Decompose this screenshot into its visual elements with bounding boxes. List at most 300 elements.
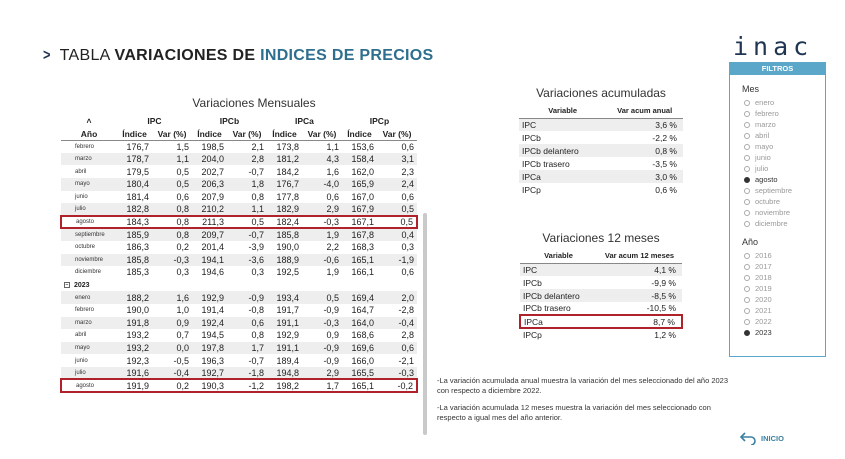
value-cell: 0,3	[401, 242, 414, 253]
year-option[interactable]	[744, 305, 825, 316]
table-row[interactable]	[61, 354, 417, 367]
col-var-ipca[interactable]: Var (%)	[302, 128, 342, 141]
table-row[interactable]	[519, 144, 683, 157]
monthly-caption: Variaciones Mensuales	[192, 96, 316, 110]
value-cell: -0,3	[377, 367, 417, 380]
month-cell: febrero	[75, 307, 95, 314]
month-cell: septiembre	[61, 228, 117, 241]
value-cell: 4,1 %	[597, 263, 682, 276]
value-cell: 158,4	[342, 153, 377, 166]
value-cell: 0,6	[401, 267, 414, 278]
value-cell: -0,7	[227, 228, 267, 241]
year-option[interactable]	[744, 272, 825, 283]
col-variable[interactable]: Variable	[520, 249, 597, 263]
table-row[interactable]	[520, 302, 682, 315]
back-arrow-icon	[740, 431, 757, 445]
value-cell: 2,8	[401, 330, 414, 341]
table-row[interactable]	[519, 157, 683, 170]
value-cell: 188,2	[117, 291, 152, 304]
value-cell: 1,6	[326, 166, 339, 177]
value-cell: 3,1	[377, 153, 417, 166]
month-option[interactable]	[744, 163, 825, 174]
value-cell: 176,7	[267, 178, 302, 191]
radio-icon[interactable]	[744, 221, 750, 227]
filters-header: FILTROS	[730, 63, 825, 75]
group-ipc: IPC	[147, 116, 162, 127]
value-cell: 0,6	[176, 191, 189, 202]
value-cell: 192,4	[192, 317, 227, 330]
value-cell: 193,4	[267, 291, 302, 304]
month-option[interactable]	[744, 152, 825, 163]
month-option-label: diciembre	[755, 219, 788, 228]
table-row[interactable]	[61, 228, 417, 241]
note-annual: -La variación acumulada anual muestra la variación del mes seleccionado del año 2023 con respecto a diciembre 2022.	[437, 376, 729, 395]
month-option-label: enero	[755, 98, 775, 107]
value-cell: 0,8	[152, 203, 192, 216]
home-button[interactable]	[740, 431, 784, 445]
twelve-month-caption: Variaciones 12 meses	[542, 231, 660, 245]
value-cell: -0,5	[173, 355, 189, 366]
value-cell: 179,5	[126, 166, 150, 177]
variable-cell: IPC	[519, 118, 606, 131]
value-cell: 1,6	[152, 291, 192, 304]
value-cell: 165,1	[342, 379, 377, 392]
year-option[interactable]	[744, 250, 825, 261]
value-cell: 153,6	[351, 141, 374, 152]
group-ipcb: IPCb	[219, 116, 240, 127]
value-cell: 0,9	[152, 317, 192, 330]
variable-cell: IPC	[520, 263, 597, 276]
table-row[interactable]	[61, 191, 417, 204]
table-row[interactable]	[61, 367, 417, 380]
month-cell: febrero	[75, 143, 95, 150]
value-cell: 168,3	[351, 242, 374, 253]
radio-icon[interactable]	[744, 308, 750, 314]
variable-cell: IPCa	[520, 315, 597, 328]
year-filter-label: Año	[742, 237, 759, 247]
value-cell: 0,9	[326, 330, 339, 341]
month-cell: noviembre	[61, 254, 117, 267]
table-row[interactable]	[61, 329, 417, 342]
collapse-icon[interactable]: −	[65, 281, 69, 288]
col-year[interactable]: Año	[61, 128, 117, 141]
variable-cell: IPCa	[519, 170, 606, 183]
year-filter	[744, 250, 825, 338]
table-scrollbar[interactable]	[423, 213, 427, 435]
radio-icon[interactable]	[744, 264, 750, 270]
month-option[interactable]	[744, 119, 825, 130]
value-cell: 201,4	[201, 242, 225, 253]
value-cell: 192,7	[192, 367, 227, 380]
filters-panel	[729, 62, 826, 357]
value-cell: 198,2	[267, 379, 302, 392]
value-cell: -0,8	[248, 305, 264, 316]
radio-icon[interactable]	[744, 133, 750, 139]
value-cell: 166,1	[351, 267, 374, 278]
month-option[interactable]	[744, 207, 825, 218]
value-cell: 184,2	[276, 166, 300, 177]
value-cell: 1,1	[227, 203, 267, 216]
value-cell: 1,5	[176, 141, 189, 152]
table-row[interactable]	[61, 153, 417, 166]
value-cell: -0,4	[152, 367, 192, 380]
col-index-ipcp[interactable]: Índice	[342, 128, 377, 141]
value-cell: 4,3	[302, 153, 342, 166]
value-cell: 197,8	[192, 342, 227, 355]
value-cell: 2,8	[227, 153, 267, 166]
variable-cell: IPCb delantero	[520, 289, 597, 302]
value-cell: -0,2	[377, 379, 417, 392]
group-ipca: IPCa	[295, 116, 314, 127]
month-option[interactable]	[744, 108, 825, 119]
radio-icon[interactable]	[744, 188, 750, 194]
radio-icon[interactable]	[744, 253, 750, 259]
value-cell: 0,8	[152, 228, 192, 241]
value-cell: 0,5	[176, 166, 189, 177]
year-label: 2023	[74, 281, 90, 289]
value-cell: 190,0	[276, 242, 300, 253]
month-cell: junio	[75, 193, 88, 200]
radio-icon[interactable]	[744, 155, 750, 161]
value-cell: 192,5	[276, 267, 300, 278]
value-cell: 0,6	[401, 191, 414, 202]
month-cell: agosto	[61, 216, 117, 229]
radio-icon[interactable]	[744, 144, 750, 150]
year-option[interactable]	[744, 294, 825, 305]
value-cell: 0,3	[176, 267, 189, 278]
month-cell: julio	[61, 367, 117, 380]
year-option[interactable]	[744, 261, 825, 272]
value-cell: -0,3	[302, 317, 342, 330]
value-cell: 192,9	[192, 291, 227, 304]
value-cell: 164,7	[351, 305, 374, 316]
value-cell: 0,6	[401, 141, 414, 152]
table-row[interactable]	[519, 118, 683, 131]
year-option[interactable]	[744, 327, 825, 338]
month-option-label: septiembre	[755, 186, 793, 195]
value-cell: 0,5	[152, 178, 192, 191]
month-cell: junio	[75, 357, 88, 364]
value-cell: 184,3	[117, 216, 152, 229]
table-row[interactable]	[519, 183, 683, 196]
value-cell: -0,3	[302, 216, 342, 229]
col-var-acum-12-meses[interactable]: Var acum 12 meses	[597, 249, 682, 263]
year-option-label: 2019	[755, 284, 772, 293]
value-cell: 165,9	[342, 178, 377, 191]
value-cell: -4,0	[302, 178, 342, 191]
value-cell: 178,7	[117, 153, 152, 166]
value-cell: 1,7	[302, 379, 342, 392]
table-row[interactable]	[520, 289, 682, 302]
month-option-label: marzo	[755, 120, 776, 129]
table-row[interactable]	[61, 304, 417, 317]
radio-icon[interactable]	[744, 210, 750, 216]
table-row[interactable]	[61, 317, 417, 330]
month-cell: julio	[61, 203, 117, 216]
value-cell: 1,8	[227, 178, 267, 191]
value-cell: 0,3	[251, 267, 264, 278]
radio-icon[interactable]	[744, 275, 750, 281]
year-option[interactable]	[744, 283, 825, 294]
twelve-month-table	[519, 231, 683, 341]
value-cell: 191,1	[267, 342, 302, 355]
month-option-label: mayo	[755, 142, 774, 151]
table-row[interactable]	[61, 203, 417, 216]
month-cell: diciembre	[75, 269, 102, 276]
radio-icon[interactable]	[744, 100, 750, 106]
value-cell: 169,6	[342, 342, 377, 355]
value-cell: 0,6 %	[655, 184, 677, 195]
value-cell: 204,0	[192, 153, 227, 166]
value-cell: 189,4	[276, 355, 300, 366]
year-group-row[interactable]	[61, 279, 417, 292]
month-option[interactable]	[744, 141, 825, 152]
value-cell: 1,9	[302, 228, 342, 241]
month-option-label: febrero	[755, 109, 779, 118]
month-option[interactable]	[744, 185, 825, 196]
table-row[interactable]	[520, 315, 682, 328]
value-cell: 194,8	[267, 367, 302, 380]
value-cell: 167,1	[342, 216, 377, 229]
value-cell: -0,3	[152, 254, 192, 267]
col-index-ipca[interactable]: Índice	[267, 128, 302, 141]
value-cell: 210,2	[192, 203, 227, 216]
month-cell: abril	[75, 332, 87, 339]
col-index-ipcb[interactable]: Índice	[192, 128, 227, 141]
value-cell: 182,8	[117, 203, 152, 216]
month-cell: agosto	[61, 379, 117, 392]
table-row[interactable]	[520, 276, 682, 289]
value-cell: -0,4	[377, 317, 417, 330]
value-cell: 191,8	[117, 317, 152, 330]
value-cell: 1,7	[227, 342, 267, 355]
month-filter-label: Mes	[742, 84, 760, 94]
title-plain: TABLA	[59, 47, 110, 64]
year-option-label: 2018	[755, 273, 772, 282]
month-option[interactable]	[744, 174, 825, 185]
variable-cell: IPCb delantero	[519, 144, 606, 157]
radio-icon[interactable]	[744, 199, 750, 205]
value-cell: -2,1	[398, 355, 414, 366]
month-cell: abril	[75, 168, 87, 175]
value-cell: -10,5 %	[646, 303, 676, 313]
variable-cell: IPCb trasero	[522, 158, 570, 169]
month-option[interactable]	[744, 130, 825, 141]
value-cell: 1,9	[326, 267, 339, 278]
value-cell: -1,2	[227, 379, 267, 392]
month-cell: enero	[61, 291, 117, 304]
value-cell: 0,5	[227, 216, 267, 229]
radio-icon[interactable]	[744, 286, 750, 292]
inac-logo: inac	[733, 32, 814, 61]
col-variable[interactable]: Variable	[519, 104, 606, 118]
value-cell: 192,3	[126, 355, 150, 366]
value-cell: 0,6	[326, 191, 339, 202]
table-row[interactable]	[519, 131, 683, 144]
value-cell: -0,9	[323, 305, 339, 316]
value-cell: 194,6	[201, 267, 225, 278]
radio-icon[interactable]	[744, 319, 750, 325]
table-row[interactable]	[61, 140, 417, 153]
value-cell: -1,9	[377, 254, 417, 267]
table-row[interactable]	[61, 241, 417, 254]
radio-icon[interactable]	[744, 330, 750, 336]
radio-icon[interactable]	[744, 166, 750, 172]
value-cell: 185,9	[117, 228, 152, 241]
variable-cell: IPCb	[522, 132, 541, 143]
value-cell: 191,7	[276, 305, 300, 316]
sort-indicator[interactable]: ˄	[86, 116, 92, 127]
value-cell: 169,4	[342, 291, 377, 304]
title-bold: VARIACIONES DE	[114, 47, 256, 64]
col-var-acum-anual[interactable]: Var acum anual	[606, 104, 683, 118]
value-cell: 0,6	[377, 342, 417, 355]
value-cell: -0,9	[323, 355, 339, 366]
value-cell: 207,9	[201, 191, 225, 202]
month-cell: marzo	[61, 317, 117, 330]
value-cell: -8,5 %	[597, 289, 682, 302]
radio-icon[interactable]	[744, 297, 750, 303]
value-cell: 2,1	[251, 141, 264, 152]
value-cell: -3,5 %	[652, 158, 677, 169]
month-cell: mayo	[61, 178, 117, 191]
value-cell: 0,7	[176, 330, 189, 341]
month-option-label: julio	[755, 164, 769, 173]
value-cell: 0,8	[251, 330, 264, 341]
month-cell: octubre	[75, 244, 96, 251]
variable-cell: IPCp	[522, 184, 541, 195]
value-cell: 191,6	[117, 367, 152, 380]
table-row[interactable]	[519, 170, 683, 183]
table-row[interactable]	[61, 379, 417, 392]
table-row[interactable]	[61, 254, 417, 267]
col-index-ipc[interactable]: Índice	[117, 128, 152, 141]
value-cell: 2,4	[377, 178, 417, 191]
value-cell: -2,2 %	[652, 132, 677, 143]
value-cell: 185,3	[126, 267, 150, 278]
value-cell: 168,6	[351, 330, 374, 341]
value-cell: 186,3	[126, 242, 150, 253]
year-option[interactable]	[744, 316, 825, 327]
value-cell: 185,8	[117, 254, 152, 267]
year-option-label: 2021	[755, 306, 772, 315]
table-row[interactable]	[61, 342, 417, 355]
month-option[interactable]	[744, 218, 825, 229]
month-option[interactable]	[744, 97, 825, 108]
accumulated-caption: Variaciones acumuladas	[536, 86, 666, 100]
value-cell: -0,9	[302, 342, 342, 355]
month-option-label: agosto	[755, 175, 778, 184]
variable-cell: IPCb trasero	[523, 303, 571, 313]
value-cell: 177,8	[276, 191, 300, 202]
month-option-label: octubre	[755, 197, 781, 206]
value-cell: 198,5	[201, 141, 225, 152]
value-cell: 194,1	[192, 254, 227, 267]
value-cell: 181,4	[126, 191, 150, 202]
value-cell: 209,7	[192, 228, 227, 241]
value-cell: 0,4	[377, 228, 417, 241]
value-cell: 2,9	[302, 367, 342, 380]
home-label: INICIO	[761, 433, 784, 443]
value-cell: 173,8	[276, 141, 300, 152]
page-title	[42, 47, 434, 65]
value-cell: 0,2	[176, 242, 189, 253]
value-cell: 2,0	[377, 291, 417, 304]
value-cell: 193,2	[126, 330, 150, 341]
value-cell: 0,5	[377, 216, 417, 229]
year-option-label: 2020	[755, 295, 772, 304]
value-cell: -0,7	[248, 355, 264, 366]
value-cell: -0,9	[227, 291, 267, 304]
value-cell: 190,3	[192, 379, 227, 392]
value-cell: 0,5	[302, 291, 342, 304]
radio-icon[interactable]	[744, 177, 750, 183]
value-cell: 167,0	[351, 191, 374, 202]
value-cell: 162,0	[351, 166, 374, 177]
table-row[interactable]	[61, 266, 417, 279]
table-row[interactable]	[520, 263, 682, 276]
value-cell: 192,9	[276, 330, 300, 341]
table-row[interactable]	[61, 291, 417, 304]
value-cell: -1,8	[227, 367, 267, 380]
value-cell: 0,2	[152, 379, 192, 392]
value-cell: 165,1	[342, 254, 377, 267]
month-option-label: noviembre	[755, 208, 791, 217]
col-var-ipcb[interactable]: Var (%)	[227, 128, 267, 141]
radio-icon[interactable]	[744, 122, 750, 128]
month-option[interactable]	[744, 196, 825, 207]
value-cell: 180,4	[117, 178, 152, 191]
value-cell: 193,2	[117, 342, 152, 355]
year-group-cell	[61, 279, 417, 292]
value-cell: 167,9	[342, 203, 377, 216]
value-cell: 191,9	[117, 379, 152, 392]
value-cell: 191,1	[267, 317, 302, 330]
value-cell: 165,5	[342, 367, 377, 380]
value-cell: 176,7	[126, 141, 150, 152]
table-row[interactable]	[61, 178, 417, 191]
variable-cell: IPCb	[523, 277, 542, 288]
table-row[interactable]	[61, 216, 417, 229]
year-option-label: 2017	[755, 262, 772, 271]
accumulated-table	[519, 86, 683, 196]
value-cell: 0,8	[251, 191, 264, 202]
value-cell: 2,2	[326, 242, 339, 253]
value-cell: 190,0	[126, 305, 150, 316]
value-cell: -0,7	[248, 166, 264, 177]
chevron-right-icon: >	[42, 47, 51, 64]
title-blue: INDICES DE PRECIOS	[260, 47, 434, 64]
col-var-ipc[interactable]: Var (%)	[152, 128, 192, 141]
value-cell: 181,2	[267, 153, 302, 166]
value-cell: 0,0	[152, 342, 192, 355]
value-cell: -3,6	[227, 254, 267, 267]
radio-icon[interactable]	[744, 111, 750, 117]
table-row[interactable]	[520, 328, 682, 341]
col-var-ipcp[interactable]: Var (%)	[377, 128, 417, 141]
value-cell: 1,0	[176, 305, 189, 316]
value-cell: 185,8	[267, 228, 302, 241]
table-row[interactable]	[61, 165, 417, 178]
month-cell: marzo	[61, 153, 117, 166]
value-cell: 202,7	[201, 166, 225, 177]
value-cell: 3,6 %	[606, 118, 683, 131]
value-cell: 188,9	[267, 254, 302, 267]
monthly-variations-table	[60, 96, 418, 393]
value-cell: 2,3	[401, 166, 414, 177]
value-cell: -9,9 %	[651, 277, 676, 288]
value-cell: -2,8	[398, 305, 414, 316]
